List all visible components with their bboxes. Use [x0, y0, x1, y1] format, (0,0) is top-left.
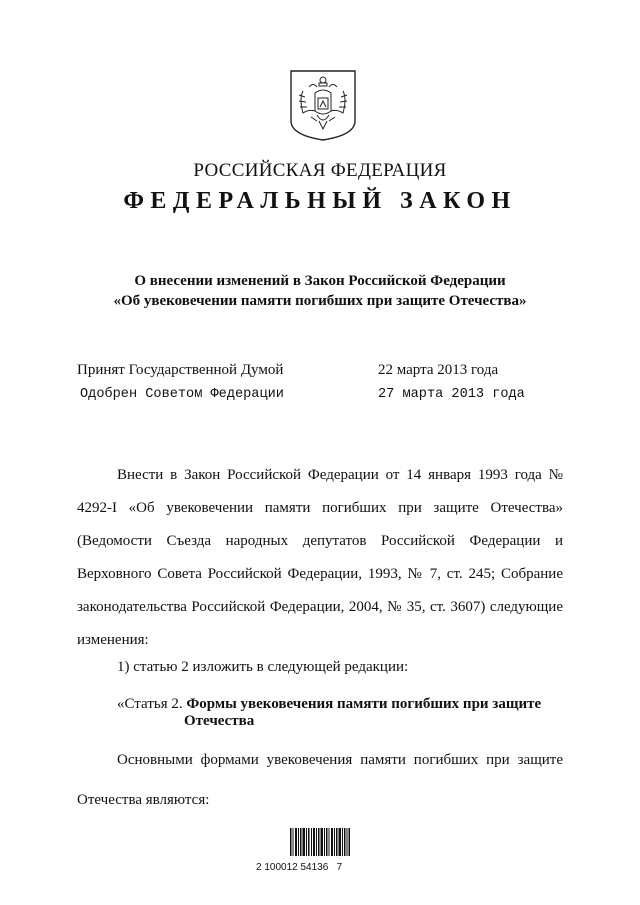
main-paragraph [77, 459, 563, 657]
barcode-image [290, 828, 350, 856]
law-title [0, 271, 640, 311]
forms-paragraph: Основными формами увековечения памяти погибших при защите Отечества являются: [77, 752, 563, 808]
duma-adoption-date: 22 марта 2013 года [378, 362, 499, 378]
forms-paragraph-block [77, 740, 563, 820]
article-prefix: «Статья 2. [117, 696, 183, 712]
council-approval-date: 27 марта 2013 года [378, 387, 525, 402]
barcode-number: 2 100012 54136 7 [256, 862, 343, 873]
law-type-heading: ФЕДЕРАЛЬНЫЙ ЗАКОН [123, 188, 517, 214]
country-heading: РОССИЙСКАЯ ФЕДЕРАЦИЯ [193, 160, 447, 181]
duma-adoption-label: Принят Государственной Думой [77, 362, 284, 378]
law-title-line-1: О внесении изменений в Закон Российской Федерации [134, 273, 506, 289]
list-item-1: 1) статью 2 изложить в следующей редакции: [117, 659, 409, 675]
law-title-line-2: «Об увековечении памяти погибших при защите Отечества» [113, 293, 527, 309]
article-heading [117, 696, 541, 730]
council-approval-label: Одобрен Советом Федерации [80, 387, 284, 402]
article-title-line-1: Формы увековечения памяти погибших при защите [186, 696, 542, 712]
coat-of-arms-emblem [289, 69, 357, 142]
amendment-paragraph: Внести в Закон Российской Федерации от 14 января 1993 года № 4292-I «Об увековечении памяти погибших при защите Отечества» (Ведомости Съезда народных депутатов Российской Федерации и Верховного Совета Российской Федерации, 1993, № 7, ст. 245; Собрание законодательства Российской Федерации, 2004, № 35, ст. 3607) следующие изменения: [77, 467, 563, 648]
article-title-line-2: Отечества [184, 713, 255, 729]
